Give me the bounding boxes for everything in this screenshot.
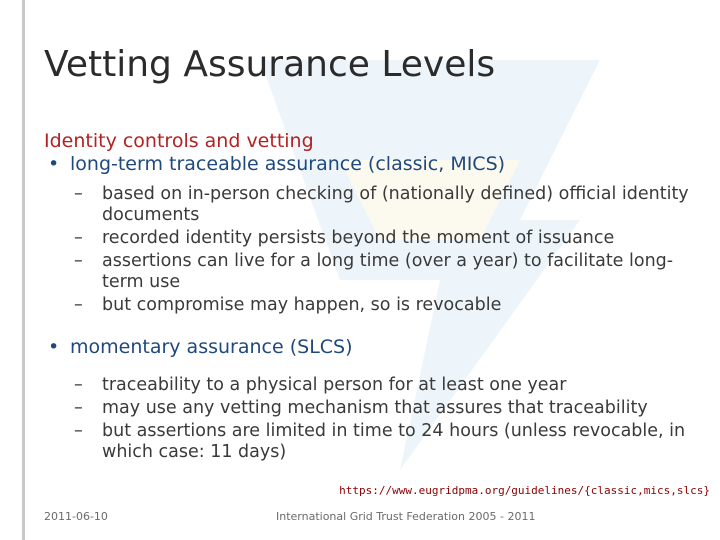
dash-symbol: – — [74, 295, 83, 315]
dash-symbol: – — [74, 398, 83, 418]
slide-content — [44, 130, 694, 463]
sub-bullet — [44, 375, 694, 396]
sub-bullet-text: may use any vetting mechanism that assures that traceability — [102, 398, 648, 418]
dash-symbol: – — [74, 251, 83, 271]
bullet-long-term-assurance — [44, 153, 694, 176]
sub-bullet — [44, 251, 694, 293]
slide-title: Vetting Assurance Levels — [44, 44, 496, 85]
sub-bullet — [44, 295, 694, 316]
sub-bullet — [44, 184, 694, 226]
sub-bullet — [44, 398, 694, 419]
bullet-label: long-term traceable assurance (classic, MICS) — [70, 153, 506, 175]
dash-symbol: – — [74, 184, 83, 204]
sub-bullet-text: assertions can live for a long time (over a year) to facilitate long-term use — [102, 251, 674, 292]
sub-bullet — [44, 421, 694, 463]
bullet-symbol: • — [48, 153, 60, 175]
reference-link[interactable]: https://www.eugridpma.org/guidelines/{classic,mics,slcs} — [339, 484, 710, 497]
sub-bullet-text: but assertions are limited in time to 24 hours (unless revocable, in which case: 11 days) — [102, 421, 686, 462]
dash-symbol: – — [74, 421, 83, 441]
bullet-label: momentary assurance (SLCS) — [70, 336, 353, 358]
bullet-symbol: • — [48, 336, 60, 358]
sub-bullet — [44, 228, 694, 249]
bullet-momentary-assurance — [44, 336, 694, 359]
sub-bullet-text: based on in-person checking of (nationally defined) official identity documents — [102, 184, 689, 225]
dash-symbol: – — [74, 228, 83, 248]
sub-bullet-text: recorded identity persists beyond the moment of issuance — [102, 228, 615, 248]
left-divider — [22, 0, 25, 540]
footer-organization: International Grid Trust Federation 2005 - 2011 — [276, 510, 536, 523]
footer-date: 2011-06-10 — [44, 510, 108, 523]
dash-symbol: – — [74, 375, 83, 395]
sub-bullet-text: but compromise may happen, so is revocable — [102, 295, 502, 315]
section-heading: Identity controls and vetting — [44, 130, 314, 152]
sub-bullet-text: traceability to a physical person for at least one year — [102, 375, 567, 395]
